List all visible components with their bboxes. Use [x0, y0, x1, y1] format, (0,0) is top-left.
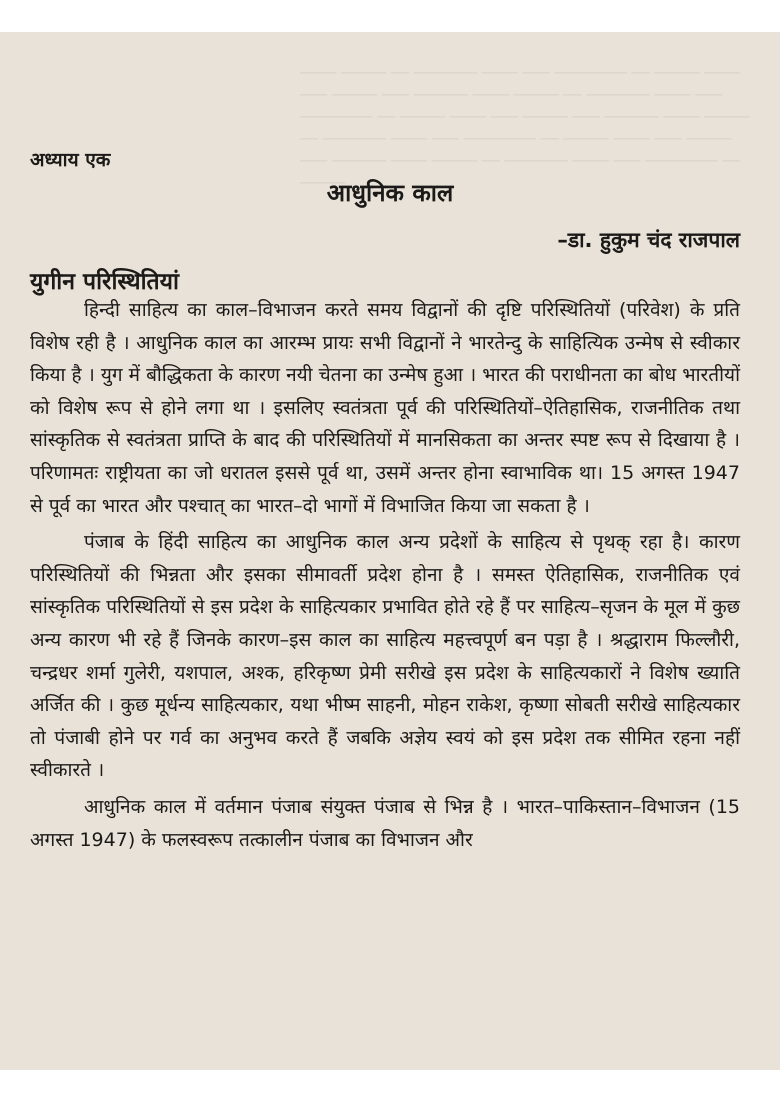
book-page: [0, 32, 780, 1070]
chapter-label: अध्याय एक: [30, 149, 111, 171]
paragraph: हिन्दी साहित्य का काल–विभाजन करते समय विद्वानों की दृष्टि परिस्थितियों (परिवेश) के प्रति विशेष रही है । आधुनिक काल का आरम्भ प्रायः सभी विद्वानों ने भारतेन्दु के साहित्यिक उन्मेष से स्वीकार किया है । युग में बौद्धिकता के कारण नयी चेतना का उन्मेष हुआ । भारत की पराधीनता का बोध भारतीयों को विशेष रूप से होने लगा था । इसलिए स्वतंत्रता पूर्व की परिस्थितियों–ऐतिहासिक, राजनीतिक तथा सांस्कृतिक से स्वतंत्रता प्राप्ति के बाद की परिस्थितियों में मानसिकता का अन्तर स्पष्ट रूप से दिखाया है । परिणामतः राष्ट्रीयता का जो धरातल इससे पूर्व था, उसमें अन्तर होना स्वाभाविक था। 15 अगस्त 1947 से पूर्व का भारत और पश्चात् का भारत–दो भागों में विभाजित किया जा सकता है ।: [30, 299, 740, 517]
paragraph: आधुनिक काल में वर्तमान पंजाब संयुक्त पंजाब से भिन्न है । भारत–पाकिस्तान–विभाजन (15 अगस्त 1947) के फलस्वरूप तत्कालीन पंजाब का विभाजन और: [30, 795, 740, 851]
author-name: –डा. हुकुम चंद राजपाल: [557, 228, 740, 252]
section-heading: युगीन परिस्थितियां: [30, 269, 179, 295]
paragraph: पंजाब के हिंदी साहित्य का आधुनिक काल अन्य प्रदेशों के साहित्य से पृथक् रहा है। कारण परिस्थितियों की भिन्नता और इसका सीमावर्ती प्रदेश होना है । समस्त ऐतिहासिक, राजनीतिक एवं सांस्कृतिक परिस्थितियों से इस प्रदेश के साहित्यकार प्रभावित होते रहे हैं पर साहित्य–सृजन के मूल में कुछ अन्य कारण भी रहे हैं जिनके कारण–इस काल का साहित्य महत्त्वपूर्ण बन पड़ा है । श्रद्धाराम फिल्लौरी, चन्द्रधर शर्मा गुलेरी, यशपाल, अश्क, हरिकृष्ण प्रेमी सरीखे इस प्रदेश के साहित्यकारों ने विशेष ख्याति अर्जित की । कुछ मूर्धन्य साहित्यकार, यथा भीष्म साहनी, मोहन राकेश, कृष्णा सोबती सरीखे साहित्यकार तो पंजाबी होने पर गर्व का अनुभव करते हैं जबकि अज्ञेय स्वयं को इस प्रदेश तक सीमित रहना नहीं स्वीकारते ।: [30, 531, 740, 782]
bleed-through-texture: ──── ───── ── ─────── ──── ─── ──────── ── ───── ──── ─── ───── ─── ────── ──── ───── ── ─────── ──── ─── ──────── ── ───── ──── ─── ───── ─── ────── ──── ───── ── ─────── ──── ─── ──────── ── ───── ──── ─── ───── ─── ────── ──── ───── ── ─────── ──── ─── ──────── ── ─────: [300, 64, 750, 192]
body-text: [30, 294, 740, 860]
chapter-title: आधुनिक काल: [326, 179, 454, 207]
